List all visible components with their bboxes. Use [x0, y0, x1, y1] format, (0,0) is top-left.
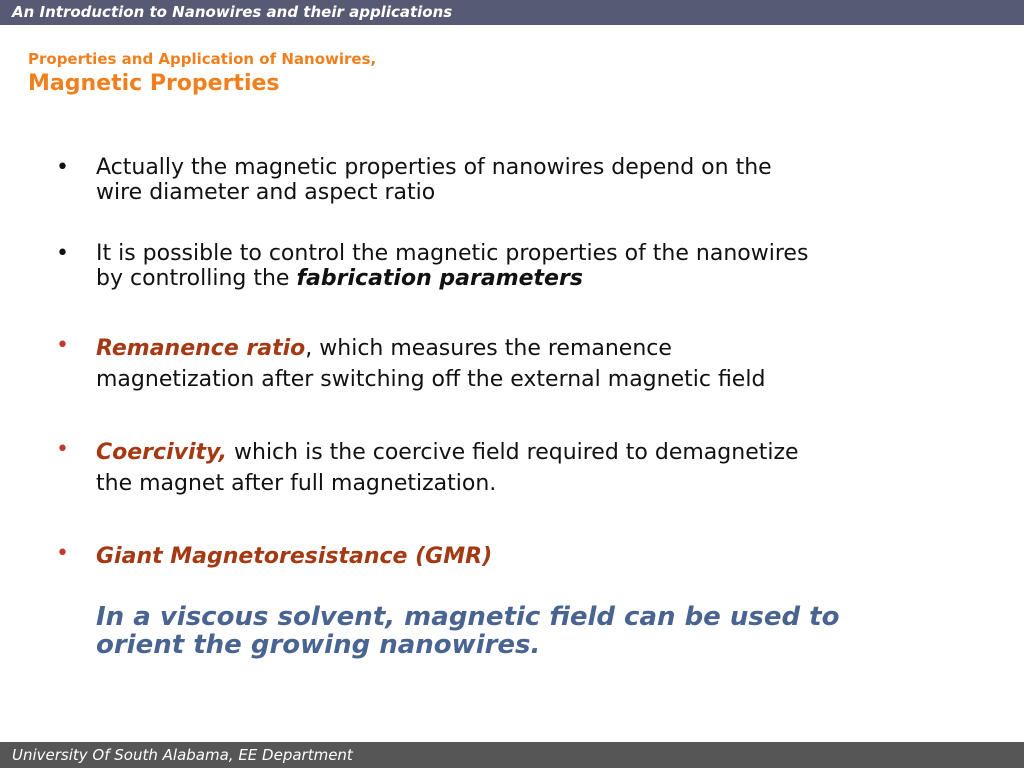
bullet-line [96, 437, 956, 468]
footer-bar [0, 742, 1024, 768]
bullet-line [96, 333, 956, 364]
bullet-marker: • [56, 333, 69, 358]
bullet-emphasis: fabrication parameters [296, 266, 583, 291]
bullet-text: , which measures the remanence [305, 336, 672, 361]
presentation-title: An Introduction to Nanowires and their applications [12, 3, 453, 21]
bullet-text: which is the coercive field required to demagnetize [227, 440, 799, 465]
bullet-text: by controlling the [96, 266, 297, 291]
bullet-emphasis: Giant Magnetoresistance (GMR) [96, 544, 493, 569]
bullet-line: wire diameter and aspect ratio [96, 180, 436, 205]
bullet-item [56, 541, 956, 573]
bullet-item [56, 333, 956, 399]
bullet-line: the magnet after full magnetization. [96, 471, 497, 496]
bullet-line: Actually the magnetic properties of nanowires depend on the [96, 155, 772, 180]
bullet-marker: • [56, 155, 69, 180]
bullet-line: magnetization after switching off the external magnetic field [96, 367, 766, 392]
slide-title: Magnetic Properties [28, 71, 280, 96]
bullet-emphasis: Coercivity, [96, 440, 228, 465]
bullet-marker: • [56, 541, 69, 566]
bullet-line: It is possible to control the magnetic properties of the nanowires [96, 241, 809, 266]
bullet-item [56, 437, 956, 503]
highlight-line: orient the growing nanowires. [96, 630, 541, 660]
highlight-line: In a viscous solvent, magnetic field can be used to [96, 602, 840, 632]
bullet-line [96, 266, 956, 291]
bullet-marker: • [56, 437, 69, 462]
bullet-item [56, 155, 956, 215]
footer-text: University Of South Alabama, EE Department [12, 746, 353, 764]
bullet-marker: • [56, 241, 69, 266]
slide-subtitle: Properties and Application of Nanowires, [28, 50, 377, 68]
highlight-statement [96, 603, 976, 659]
bullet-emphasis: Remanence ratio [96, 336, 306, 361]
header-bar [0, 0, 1024, 25]
bullet-item [56, 241, 956, 301]
